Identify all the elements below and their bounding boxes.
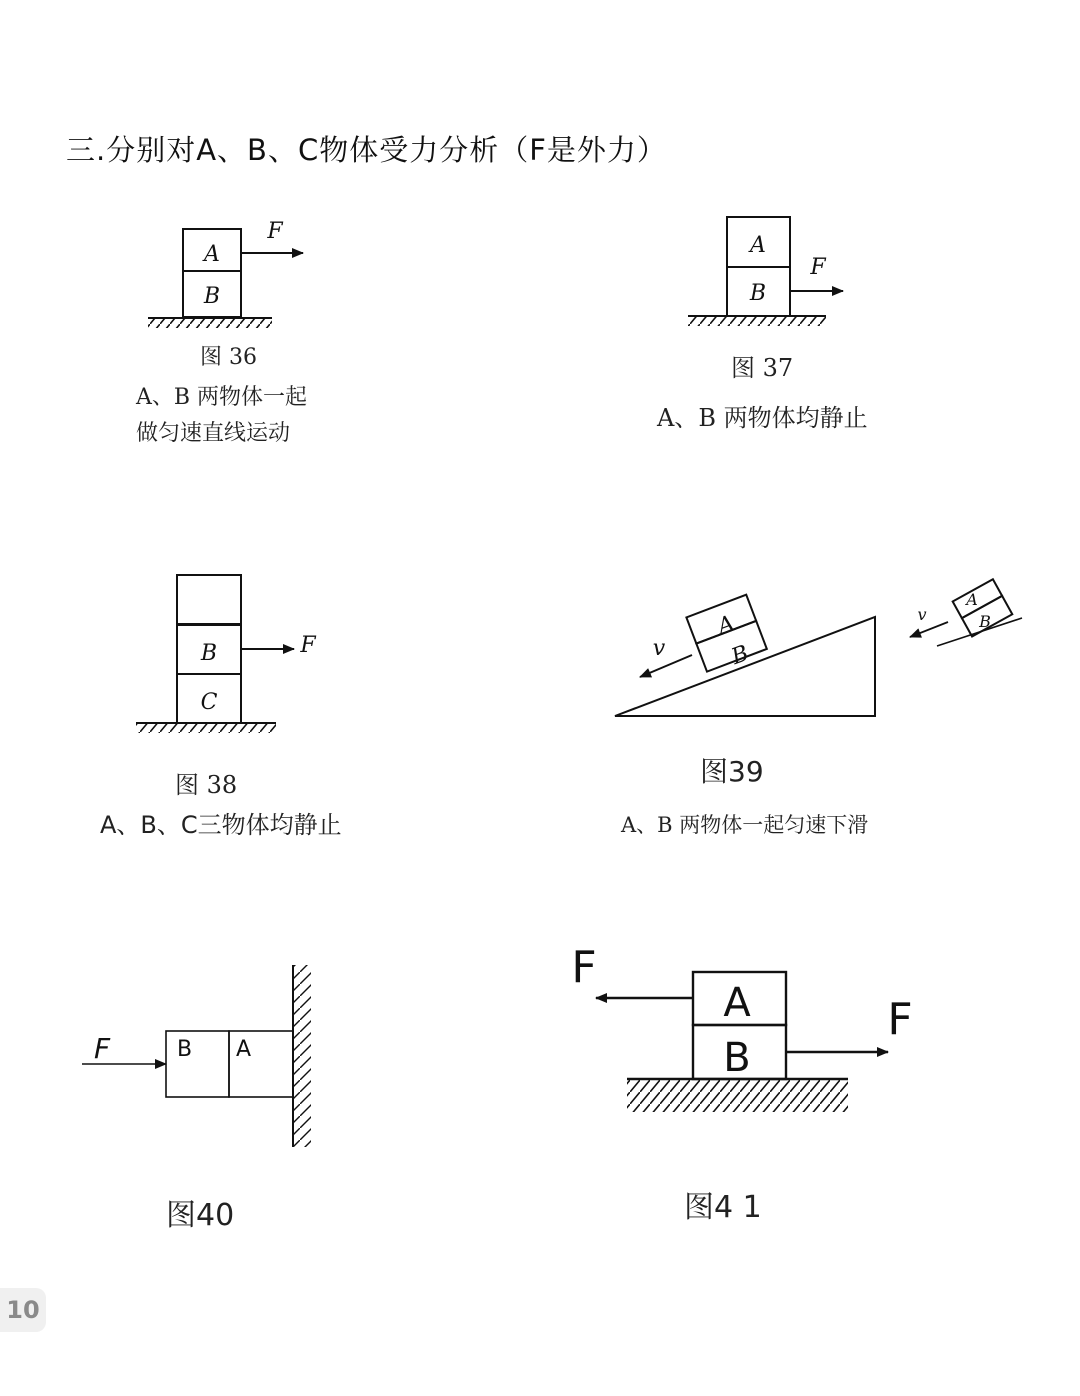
figure-39-caption: A、B 两物体一起匀速下滑 xyxy=(621,813,869,837)
inset-label-a: A xyxy=(966,590,978,609)
figure-40-name: 图40 xyxy=(166,1198,235,1233)
label-force-right: F xyxy=(887,994,913,1045)
label-b: B xyxy=(728,640,753,670)
ground-hatch xyxy=(627,1079,848,1112)
label-a: A xyxy=(714,611,738,640)
label-a: A xyxy=(204,242,220,267)
label-a: A xyxy=(750,233,766,258)
figure-37-name: 图 37 xyxy=(731,354,794,382)
ground-hatch xyxy=(688,316,826,326)
label-b: B xyxy=(200,641,218,666)
inset-label-b: B xyxy=(979,612,991,631)
velocity-arrow xyxy=(640,655,692,677)
label-a: A xyxy=(723,980,751,1026)
inset-label-velocity: v xyxy=(917,605,927,624)
label-b: B xyxy=(177,1037,193,1062)
figure-40 xyxy=(82,965,311,1147)
figure-39 xyxy=(615,579,1022,716)
wall-hatch xyxy=(293,965,311,1147)
label-force-left: F xyxy=(571,942,597,993)
label-force: F xyxy=(300,633,316,658)
figure-38-caption: A、B、C三物体均静止 xyxy=(100,811,342,839)
page-number-badge: 10 xyxy=(0,1288,46,1332)
label-velocity: v xyxy=(652,636,666,661)
ground-hatch xyxy=(136,723,276,733)
label-force: F xyxy=(267,219,283,244)
worksheet-title: 三.分别对A、B、C物体受力分析（F是外力） xyxy=(66,133,667,167)
figure-36-name: 图 36 xyxy=(200,345,257,370)
inset-velocity-arrow xyxy=(910,622,948,637)
label-b: B xyxy=(203,284,221,309)
label-force: F xyxy=(810,255,826,280)
figure-36-caption-line1: A、B 两物体一起 xyxy=(136,385,308,410)
block-b xyxy=(166,1031,229,1097)
label-a: A xyxy=(236,1037,252,1062)
figure-38-name: 图 38 xyxy=(175,771,238,799)
ground-hatch xyxy=(148,318,272,328)
label-b: B xyxy=(749,281,767,306)
figure-41-name: 图4 1 xyxy=(684,1190,762,1225)
figure-36-caption-line2: 做匀速直线运动 xyxy=(136,421,291,446)
figure-37-caption: A、B 两物体均静止 xyxy=(657,404,868,432)
label-force: F xyxy=(93,1032,111,1065)
label-c: C xyxy=(200,690,218,715)
figure-39-name: 图39 xyxy=(700,755,764,788)
block-top xyxy=(177,575,241,624)
label-b: B xyxy=(723,1035,751,1081)
